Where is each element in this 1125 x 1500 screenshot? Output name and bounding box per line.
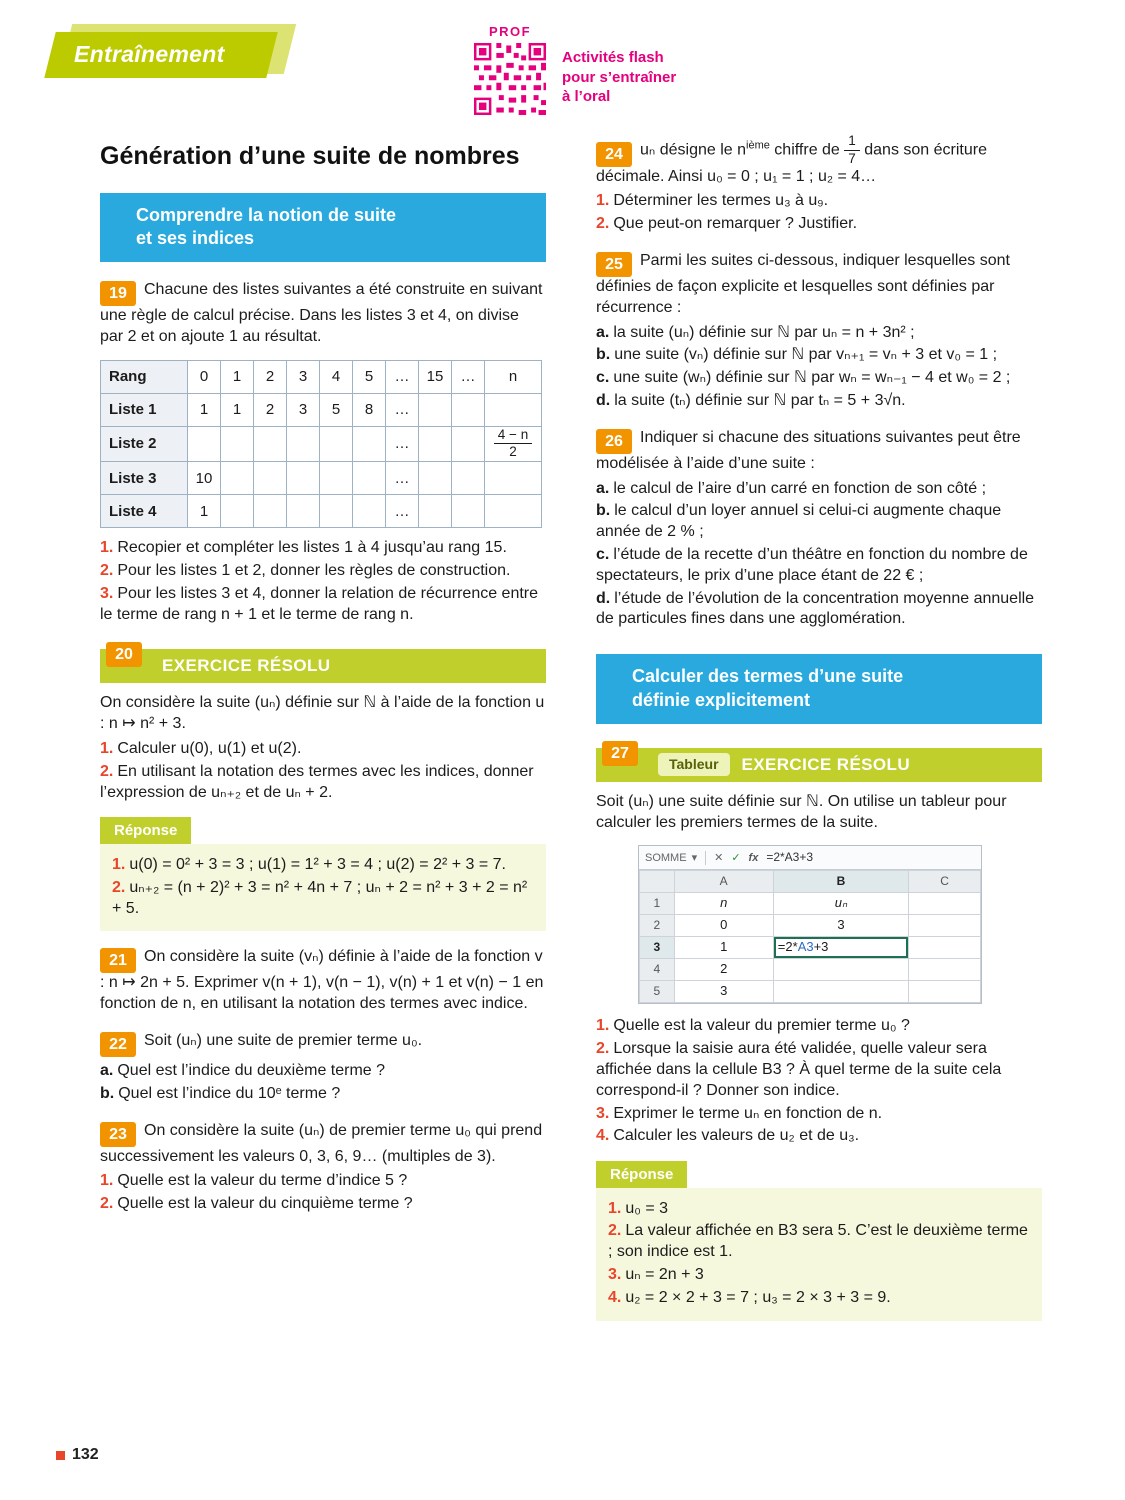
exercise-intro-text: Parmi les suites ci-dessous, indiquer lesquelles sont définies de façon explicite et lesquelles sont définies par récurrence :	[596, 252, 1010, 316]
qr-caption	[562, 48, 676, 107]
cell-a3: 1	[674, 937, 773, 959]
banner-label: Entraînement	[74, 41, 225, 67]
table-cell: 3	[287, 360, 320, 393]
item-text: Déterminer les termes u₃ à u₉.	[613, 192, 829, 210]
page-number: 132	[72, 1446, 99, 1464]
item-number: 1.	[100, 740, 114, 758]
table-cell	[452, 462, 485, 495]
list-item	[100, 1084, 546, 1105]
list-item	[100, 561, 546, 582]
table-cell: 1	[188, 495, 221, 528]
formula-bar: =2*A3+3	[766, 850, 814, 865]
exercise-number-badge: 23	[100, 1122, 136, 1147]
fraction	[844, 134, 860, 167]
list-item	[100, 538, 546, 559]
table-cell	[221, 426, 254, 462]
exercise-19	[100, 280, 546, 625]
table-cell	[320, 426, 353, 462]
exercise-26	[596, 428, 1042, 630]
item-text: le calcul de l’aire d’un carré en fonction de son côté ;	[613, 479, 987, 497]
row-header: 2	[640, 915, 675, 937]
item-text: Que peut-on remarquer ? Justifier.	[613, 215, 858, 233]
list-item	[596, 1126, 1042, 1147]
table-row	[101, 360, 542, 393]
item-number: 3.	[596, 1104, 610, 1122]
table-cell: 10	[188, 462, 221, 495]
fraction-denominator: 2	[509, 444, 517, 460]
dropdown-arrow-icon: ▾	[691, 851, 698, 864]
answer-item	[608, 1265, 1030, 1286]
cell-c3	[909, 937, 981, 959]
column-header-c: C	[909, 871, 981, 893]
exercise-intro-text: Chacune des listes suivantes a été construite en suivant une règle de calcul précise. Dans les listes 3 et 4, on divise par 2 et on ajoute 1 au résultat.	[100, 281, 543, 345]
list-item	[100, 1061, 546, 1082]
table-cell	[320, 495, 353, 528]
table-cell: Liste 3	[101, 462, 188, 495]
confirm-icon: ✓	[731, 851, 741, 864]
item-letter: a.	[100, 1061, 114, 1079]
table-cell	[419, 462, 452, 495]
table-cell: 0	[188, 360, 221, 393]
page-footer	[56, 1445, 99, 1466]
table-cell: 3	[287, 393, 320, 426]
qr-caption-line: à l’oral	[562, 88, 611, 105]
item-letter: c.	[596, 369, 610, 387]
left-column	[100, 134, 546, 1337]
cell-b5	[773, 981, 908, 1003]
table-cell	[485, 495, 542, 528]
table-cell	[485, 393, 542, 426]
item-text: Calculer u(0), u(1) et u(2).	[117, 740, 302, 758]
item-letter: a.	[596, 479, 610, 497]
exercise-intro-text: Soit (uₙ) une suite de premier terme u₀.	[144, 1031, 423, 1049]
item-text: une suite (wₙ) définie sur ℕ par wₙ = wₙ₋₁ − 4 et w₀ = 2 ;	[613, 369, 1011, 387]
item-letter: d.	[596, 392, 611, 410]
table-cell: Rang	[101, 360, 188, 393]
item-text: Calculer les valeurs de u₂ et de u₃.	[613, 1127, 860, 1145]
answer-item	[112, 878, 534, 920]
exercise-number-badge: 22	[100, 1032, 136, 1057]
list-item	[596, 323, 1042, 344]
section-header-calcul-termes	[596, 654, 1042, 724]
answer-tab: Réponse	[100, 817, 191, 844]
table-cell: 8	[353, 393, 386, 426]
cell-b1: uₙ	[773, 893, 908, 915]
name-box-value: SOMME	[645, 851, 687, 864]
list-item	[100, 1171, 546, 1192]
item-number: 4.	[596, 1127, 610, 1145]
item-number: 2.	[100, 762, 114, 780]
table-cell	[221, 495, 254, 528]
cell-b4	[773, 959, 908, 981]
column-header-a: A	[674, 871, 773, 893]
table-cell: …	[386, 393, 419, 426]
exercise-intro-text: uₙ désigne le n	[640, 141, 747, 159]
item-text: Quel est l’indice du deuxième terme ?	[117, 1061, 386, 1079]
row-header: 5	[640, 981, 675, 1003]
table-cell	[221, 462, 254, 495]
footer-square-icon	[56, 1451, 65, 1460]
row-header: 4	[640, 959, 675, 981]
exercise-25	[596, 251, 1042, 412]
table-cell	[188, 426, 221, 462]
spreadsheet-row	[640, 981, 981, 1003]
list-item	[596, 214, 1042, 235]
exercise-21	[100, 947, 546, 1015]
table-cell	[320, 462, 353, 495]
exercise-22	[100, 1031, 546, 1105]
row-header: 1	[640, 893, 675, 915]
exercise-23-intro	[100, 1121, 546, 1168]
item-number: 1.	[596, 1017, 610, 1035]
table-cell: 2	[254, 393, 287, 426]
item-text: uₙ = 2n + 3	[625, 1266, 704, 1283]
name-box	[645, 851, 706, 865]
exercise-20-intro: On considère la suite (uₙ) définie sur ℕ à l’aide de la fonction u : n ↦ n² + 3.	[100, 694, 545, 733]
table-cell: …	[386, 426, 419, 462]
table-cell: 5	[320, 393, 353, 426]
exercise-intro-text: On considère la suite (uₙ) de premier terme u₀ qui prend successivement les valeurs 0, 3, 6, 9… (multiples de 3).	[100, 1121, 543, 1165]
item-text: Quelle est la valeur du cinquième terme ?	[117, 1195, 413, 1213]
spreadsheet-row	[640, 959, 981, 981]
list-item	[100, 762, 546, 804]
formula-text: +3	[813, 939, 829, 955]
item-text: u(0) = 0² + 3 = 3 ; u(1) = 1² + 3 = 4 ; u(2) = 2² + 3 = 7.	[129, 855, 506, 873]
exercise-intro-text: On considère la suite (vₙ) définie à l’aide de la fonction v : n ↦ 2n + 5. Exprimer v(n + 1), v(n − 1), v(n) + 1 et v(n) − 1 en fonction de n, en utilisant la notation des termes avec indice.	[100, 948, 544, 1013]
item-number: 1.	[100, 1172, 114, 1190]
qr-code-icon	[474, 43, 546, 115]
table-cell	[287, 495, 320, 528]
table-row	[101, 393, 542, 426]
cell-reference: A3	[797, 939, 814, 955]
qr-caption-line: Activités flash	[562, 49, 664, 66]
item-letter: c.	[596, 546, 610, 564]
item-letter: b.	[596, 346, 611, 364]
item-letter: a.	[596, 323, 610, 341]
item-text: Pour les listes 1 et 2, donner les règles de construction.	[117, 562, 511, 580]
table-cell	[485, 462, 542, 495]
item-text: la suite (uₙ) définie sur ℕ par uₙ = n + 3n² ;	[613, 323, 915, 341]
exercise-intro-text: Indiquer si chacune des situations suivantes peut être modélisée à l’aide d’une suite :	[596, 428, 1021, 472]
answer-item	[608, 1221, 1030, 1263]
page-title: Génération d’une suite de nombres	[100, 142, 520, 170]
item-letter: b.	[100, 1084, 115, 1102]
item-text: uₙ₊₂ = (n + 2)² + 3 = n² + 4n + 7 ; uₙ + 2 = n² + 3 + 2 = n² + 5.	[112, 878, 528, 917]
list-item	[596, 589, 1042, 631]
exercise-22-intro	[100, 1031, 546, 1057]
item-letter: d.	[596, 589, 611, 607]
table-cell	[419, 393, 452, 426]
list-item	[596, 345, 1042, 366]
item-text: u₀ = 3	[625, 1199, 669, 1217]
exercise-24	[596, 134, 1042, 235]
section-header-notion-suite	[100, 193, 546, 263]
section-header-line: et ses indices	[136, 228, 255, 249]
exercise-number-badge: 20	[106, 642, 142, 667]
item-text: le calcul d’un loyer annuel si celui-ci augmente chaque année de 2 % ;	[596, 502, 1002, 541]
spreadsheet-screenshot	[638, 845, 982, 1004]
superscript-text: ième	[746, 139, 770, 152]
item-text: l’étude de la recette d’un théâtre en fonction du nombre de spectateurs, le prix d’une place étant de 22 € ;	[596, 546, 1028, 584]
item-text: Quelle est la valeur du terme d’indice 5 ?	[117, 1172, 408, 1190]
sequence-table	[100, 360, 542, 529]
item-text: Quelle est la valeur du premier terme u₀ ?	[613, 1017, 910, 1035]
item-text: u₂ = 2 × 2 + 3 = 7 ; u₃ = 2 × 3 + 3 = 9.	[625, 1288, 891, 1306]
section-header-line: Calculer des termes d’une suite	[632, 666, 904, 687]
section-header-line: Comprendre la notion de suite	[136, 204, 397, 225]
resolved-exercise-label: EXERCICE RÉSOLU	[741, 754, 911, 774]
function-icon: fx	[748, 851, 759, 864]
answer-box	[100, 844, 546, 931]
table-cell	[452, 393, 485, 426]
item-number: 1.	[596, 192, 610, 210]
section-header-line: définie explicitement	[632, 689, 811, 710]
fraction	[494, 428, 532, 461]
table-row	[101, 495, 542, 528]
table-cell: 1	[221, 393, 254, 426]
item-text: Quel est l’indice du 10ᵉ terme ?	[118, 1084, 341, 1102]
cell-a2: 0	[674, 915, 773, 937]
list-item	[100, 1194, 546, 1215]
table-cell: n	[485, 360, 542, 393]
spreadsheet-row	[640, 915, 981, 937]
table-cell	[254, 462, 287, 495]
table-cell: Liste 4	[101, 495, 188, 528]
prof-label: PROF	[488, 24, 532, 39]
table-cell	[353, 426, 386, 462]
table-cell: Liste 2	[101, 426, 188, 462]
list-item	[596, 545, 1042, 587]
list-item	[596, 501, 1042, 543]
table-cell: 15	[419, 360, 452, 393]
table-cell	[254, 495, 287, 528]
exercise-23	[100, 1121, 546, 1215]
exercise-number-badge: 19	[100, 281, 136, 306]
table-row	[101, 462, 542, 495]
answer-item	[112, 855, 534, 876]
list-item	[596, 391, 1042, 412]
cell-a5: 3	[674, 981, 773, 1003]
item-text: En utilisant la notation des termes avec les indices, donner l’expression de uₙ₊₂ et de uₙ + 2.	[100, 762, 534, 801]
item-text: une suite (vₙ) définie sur ℕ par vₙ₊₁ = vₙ + 3 et v₀ = 1 ;	[614, 346, 998, 364]
table-cell	[254, 426, 287, 462]
right-column	[596, 134, 1042, 1337]
table-cell: …	[386, 495, 419, 528]
table-cell	[353, 462, 386, 495]
list-item	[100, 584, 546, 626]
exercise-26-intro	[596, 428, 1042, 475]
item-number: 2.	[112, 878, 126, 896]
row-header: 3	[640, 937, 675, 959]
fraction-numerator: 1	[844, 134, 860, 151]
item-text: Exprimer le terme uₙ en fonction de n.	[613, 1104, 883, 1122]
spreadsheet-row	[640, 893, 981, 915]
table-row	[101, 426, 542, 462]
table-cell	[419, 495, 452, 528]
exercise-intro-text: dans son écriture décimale. Ainsi u₀ = 0 ; u₁ = 1 ; u₂ = 4…	[596, 141, 987, 185]
qr-block	[470, 24, 550, 122]
spreadsheet-row	[640, 937, 981, 959]
qr-caption-line: pour s’entraîner	[562, 68, 677, 86]
item-number: 3.	[100, 584, 114, 602]
item-number: 2.	[608, 1222, 622, 1240]
list-item	[596, 479, 1042, 500]
spreadsheet-header-row	[640, 871, 981, 893]
resolved-exercise-label: EXERCICE RÉSOLU	[162, 656, 331, 676]
cell-c5	[909, 981, 981, 1003]
resolved-exercise-header	[100, 646, 546, 683]
answer-tab: Réponse	[596, 1161, 687, 1188]
cell-c2	[909, 915, 981, 937]
list-item	[596, 1016, 1042, 1037]
exercise-number-badge: 24	[596, 142, 632, 167]
item-number: 2.	[100, 1195, 114, 1213]
item-text: Pour les listes 3 et 4, donner la relation de récurrence entre le terme de rang n + 1 et le terme de rang n.	[100, 584, 539, 623]
exercise-intro-text: chiffre de	[769, 141, 845, 159]
cell-c4	[909, 959, 981, 981]
exercise-21-intro	[100, 947, 546, 1015]
exercise-27-intro: Soit (uₙ) une suite définie sur ℕ. On utilise un tableur pour calculer les premiers termes de la suite.	[596, 792, 1007, 831]
answer-item	[608, 1288, 1030, 1309]
table-cell	[353, 495, 386, 528]
exercise-20	[100, 646, 546, 931]
item-number: 2.	[596, 215, 610, 233]
table-cell: …	[452, 360, 485, 393]
exercise-number-badge: 26	[596, 429, 632, 454]
cell-a4: 2	[674, 959, 773, 981]
table-cell: …	[386, 462, 419, 495]
item-letter: b.	[596, 502, 611, 520]
two-column-layout	[100, 134, 1042, 1337]
resolved-exercise-band	[100, 649, 546, 683]
table-cell	[287, 426, 320, 462]
table-cell	[419, 426, 452, 462]
list-item	[596, 1104, 1042, 1125]
formula-text: =2*	[777, 939, 798, 955]
exercise-number-badge: 21	[100, 948, 136, 973]
item-number: 2.	[100, 562, 114, 580]
answer-box	[596, 1188, 1042, 1321]
spreadsheet-toolbar	[639, 846, 981, 870]
item-text: Recopier et compléter les listes 1 à 4 jusqu’au rang 15.	[117, 539, 507, 557]
item-text: la suite (tₙ) définie sur ℕ par tₙ = 5 + 3√n.	[614, 392, 906, 410]
cancel-icon: ✕	[714, 851, 724, 864]
exercise-27	[596, 744, 1042, 1321]
cell-b2: 3	[773, 915, 908, 937]
item-number: 1.	[112, 855, 126, 873]
cell-b3-formula	[773, 937, 908, 959]
table-cell	[287, 462, 320, 495]
exercise-25-intro	[596, 251, 1042, 319]
exercise-24-intro	[596, 134, 1042, 187]
item-number: 4.	[608, 1288, 622, 1306]
answer-item	[608, 1199, 1030, 1220]
list-item	[596, 368, 1042, 389]
item-number: 2.	[596, 1040, 610, 1058]
list-item	[596, 1039, 1042, 1101]
item-text: l’étude de l’évolution de la concentration moyenne annuelle de particules fines dans une agglomération.	[596, 589, 1035, 628]
table-cell: Liste 1	[101, 393, 188, 426]
fraction-numerator: 4 − n	[494, 428, 532, 445]
fraction-denominator: 7	[848, 150, 856, 166]
table-cell: 4	[320, 360, 353, 393]
cell-c1	[909, 893, 981, 915]
training-banner	[50, 24, 300, 86]
resolved-exercise-header	[596, 744, 1042, 782]
table-cell	[452, 426, 485, 462]
table-cell	[452, 495, 485, 528]
table-cell: 1	[188, 393, 221, 426]
table-cell: …	[386, 360, 419, 393]
exercise-number-badge: 27	[602, 741, 638, 766]
item-number: 1.	[100, 539, 114, 557]
table-cell: 1	[221, 360, 254, 393]
cell-a1: n	[674, 893, 773, 915]
column-header-b: B	[773, 871, 908, 893]
corner-cell	[640, 871, 675, 893]
item-number: 1.	[608, 1199, 622, 1217]
list-item	[100, 739, 546, 760]
exercise-19-intro	[100, 280, 546, 348]
exercise-number-badge: 25	[596, 252, 632, 277]
item-text: Lorsque la saisie aura été validée, quelle valeur sera affichée dans la cellule B3 ? À quel terme de la suite cela correspond-il ? Donner son indice.	[596, 1040, 1002, 1099]
spreadsheet-badge: Tableur	[658, 753, 730, 776]
spreadsheet-grid	[639, 870, 981, 1003]
resolved-exercise-band	[596, 748, 1042, 782]
list-item	[596, 191, 1042, 212]
item-text: La valeur affichée en B3 sera 5. C’est le deuxième terme ; son indice est 1.	[608, 1222, 1028, 1261]
table-cell: 2	[254, 360, 287, 393]
table-cell: 5	[353, 360, 386, 393]
item-number: 3.	[608, 1266, 622, 1283]
table-cell-fraction	[485, 426, 542, 462]
